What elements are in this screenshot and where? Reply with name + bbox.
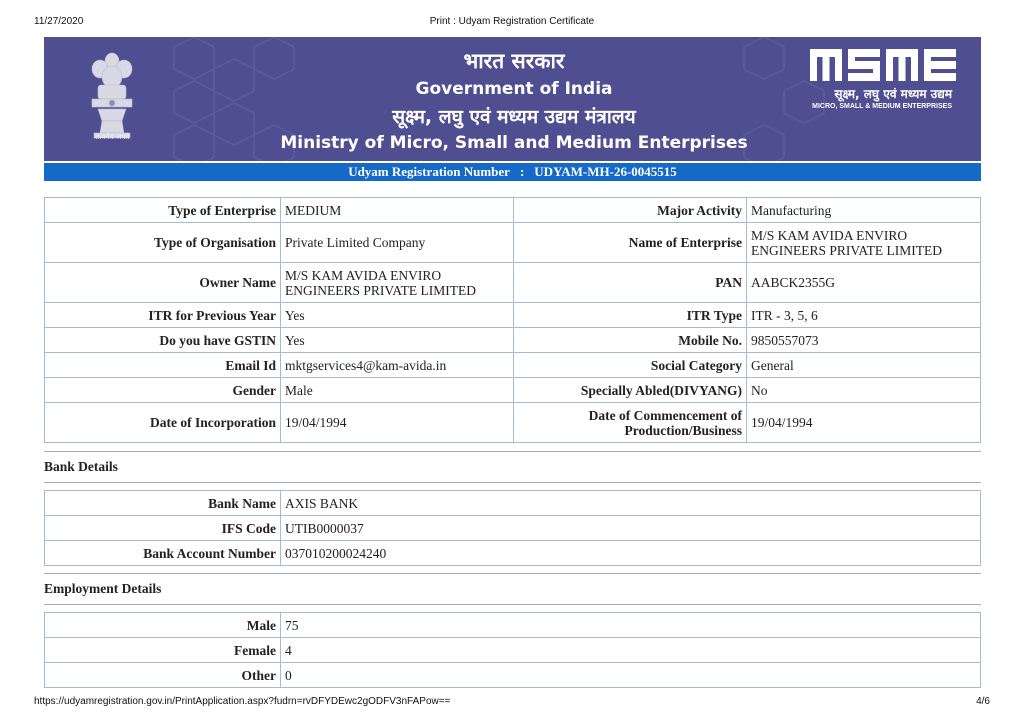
type-of-enterprise-label: Type of Enterprise xyxy=(45,198,281,223)
banner-govt-title: Government of India xyxy=(415,79,613,99)
bank-name-label: Bank Name xyxy=(45,491,281,516)
banner-hindi-title: भारत सरकार xyxy=(463,49,565,73)
registration-number-bar xyxy=(44,163,981,181)
male-value: 75 xyxy=(281,613,981,638)
section-divider xyxy=(44,604,981,605)
msme-logo-english: MICRO, SMALL & MEDIUM ENTERPRISES xyxy=(812,103,952,110)
table-row xyxy=(45,403,981,443)
table-row xyxy=(45,303,981,328)
pan-label: PAN xyxy=(514,263,747,303)
gstin-value: Yes xyxy=(281,328,514,353)
divyang-value: No xyxy=(747,378,981,403)
commencement-label: Date of Commencement of Production/Business xyxy=(514,403,747,443)
social-category-value: General xyxy=(747,353,981,378)
enterprise-details-table xyxy=(44,197,981,443)
msme-banner xyxy=(44,37,981,161)
incorporation-label: Date of Incorporation xyxy=(45,403,281,443)
itr-previous-label: ITR for Previous Year xyxy=(45,303,281,328)
bank-name-value: AXIS BANK xyxy=(281,491,981,516)
banner-ministry-title: Ministry of Micro, Small and Medium Enterprises xyxy=(280,133,748,153)
female-value: 4 xyxy=(281,638,981,663)
social-category-label: Social Category xyxy=(514,353,747,378)
table-row xyxy=(45,613,981,638)
itr-type-value: ITR - 3, 5, 6 xyxy=(747,303,981,328)
table-row xyxy=(45,263,981,303)
type-of-organisation-value: Private Limited Company xyxy=(281,223,514,263)
type-of-organisation-label: Type of Organisation xyxy=(45,223,281,263)
type-of-enterprise-value: MEDIUM xyxy=(281,198,514,223)
other-label: Other xyxy=(45,663,281,688)
owner-name-label: Owner Name xyxy=(45,263,281,303)
account-number-label: Bank Account Number xyxy=(45,541,281,566)
table-row xyxy=(45,328,981,353)
registration-label: Udyam Registration Number xyxy=(348,164,510,179)
print-header xyxy=(34,16,990,30)
major-activity-label: Major Activity xyxy=(514,198,747,223)
section-divider xyxy=(44,482,981,483)
other-value: 0 xyxy=(281,663,981,688)
national-emblem-icon xyxy=(84,51,140,143)
section-divider xyxy=(44,451,981,452)
table-row xyxy=(45,516,981,541)
print-title: Print : Udyam Registration Certificate xyxy=(429,16,595,27)
msme-logo-icon xyxy=(810,49,956,81)
print-footer xyxy=(34,696,990,710)
table-row xyxy=(45,541,981,566)
name-of-enterprise-value: M/S KAM AVIDA ENVIRO ENGINEERS PRIVATE LIMITED xyxy=(747,223,981,263)
name-of-enterprise-label: Name of Enterprise xyxy=(514,223,747,263)
bank-details-table xyxy=(44,490,981,566)
table-row xyxy=(45,198,981,223)
table-row xyxy=(45,223,981,263)
ifsc-label: IFS Code xyxy=(45,516,281,541)
gender-value: Male xyxy=(281,378,514,403)
msme-logo-hindi: सूक्ष्म, लघु एवं मध्यम उद्यम xyxy=(834,87,952,101)
email-label: Email Id xyxy=(45,353,281,378)
pan-value: AABCK2355G xyxy=(747,263,981,303)
emblem-caption: सत्यमेव जयते xyxy=(94,133,130,141)
major-activity-value: Manufacturing xyxy=(747,198,981,223)
employment-details-table xyxy=(44,612,981,688)
table-row xyxy=(45,378,981,403)
incorporation-value: 19/04/1994 xyxy=(281,403,514,443)
email-value: mktgservices4@kam-avida.in xyxy=(281,353,514,378)
table-row xyxy=(45,353,981,378)
registration-number: UDYAM-MH-26-0045515 xyxy=(534,164,677,179)
owner-name-value: M/S KAM AVIDA ENVIRO ENGINEERS PRIVATE LIMITED xyxy=(281,263,514,303)
account-number-value: 037010200024240 xyxy=(281,541,981,566)
male-label: Male xyxy=(45,613,281,638)
ifsc-value: UTIB0000037 xyxy=(281,516,981,541)
table-row xyxy=(45,638,981,663)
mobile-value: 9850557073 xyxy=(747,328,981,353)
page-number: 4/6 xyxy=(976,696,990,707)
divyang-label: Specially Abled(DIVYANG) xyxy=(514,378,747,403)
banner-hindi-ministry: सूक्ष्म, लघु एवं मध्यम उद्यम मंत्रालय xyxy=(392,106,636,128)
itr-previous-value: Yes xyxy=(281,303,514,328)
gstin-label: Do you have GSTIN xyxy=(45,328,281,353)
print-url: https://udyamregistration.gov.in/PrintApplication.aspx?fudrn=rvDFYDEwc2gODFV3nFAPow== xyxy=(34,696,451,707)
bank-details-title: Bank Details xyxy=(44,459,118,474)
mobile-label: Mobile No. xyxy=(514,328,747,353)
print-date: 11/27/2020 xyxy=(34,16,84,27)
table-row xyxy=(45,491,981,516)
table-row xyxy=(45,663,981,688)
female-label: Female xyxy=(45,638,281,663)
employment-details-title: Employment Details xyxy=(44,581,162,596)
gender-label: Gender xyxy=(45,378,281,403)
section-divider xyxy=(44,573,981,574)
itr-type-label: ITR Type xyxy=(514,303,747,328)
commencement-value: 19/04/1994 xyxy=(747,403,981,443)
registration-separator: : xyxy=(519,164,525,179)
